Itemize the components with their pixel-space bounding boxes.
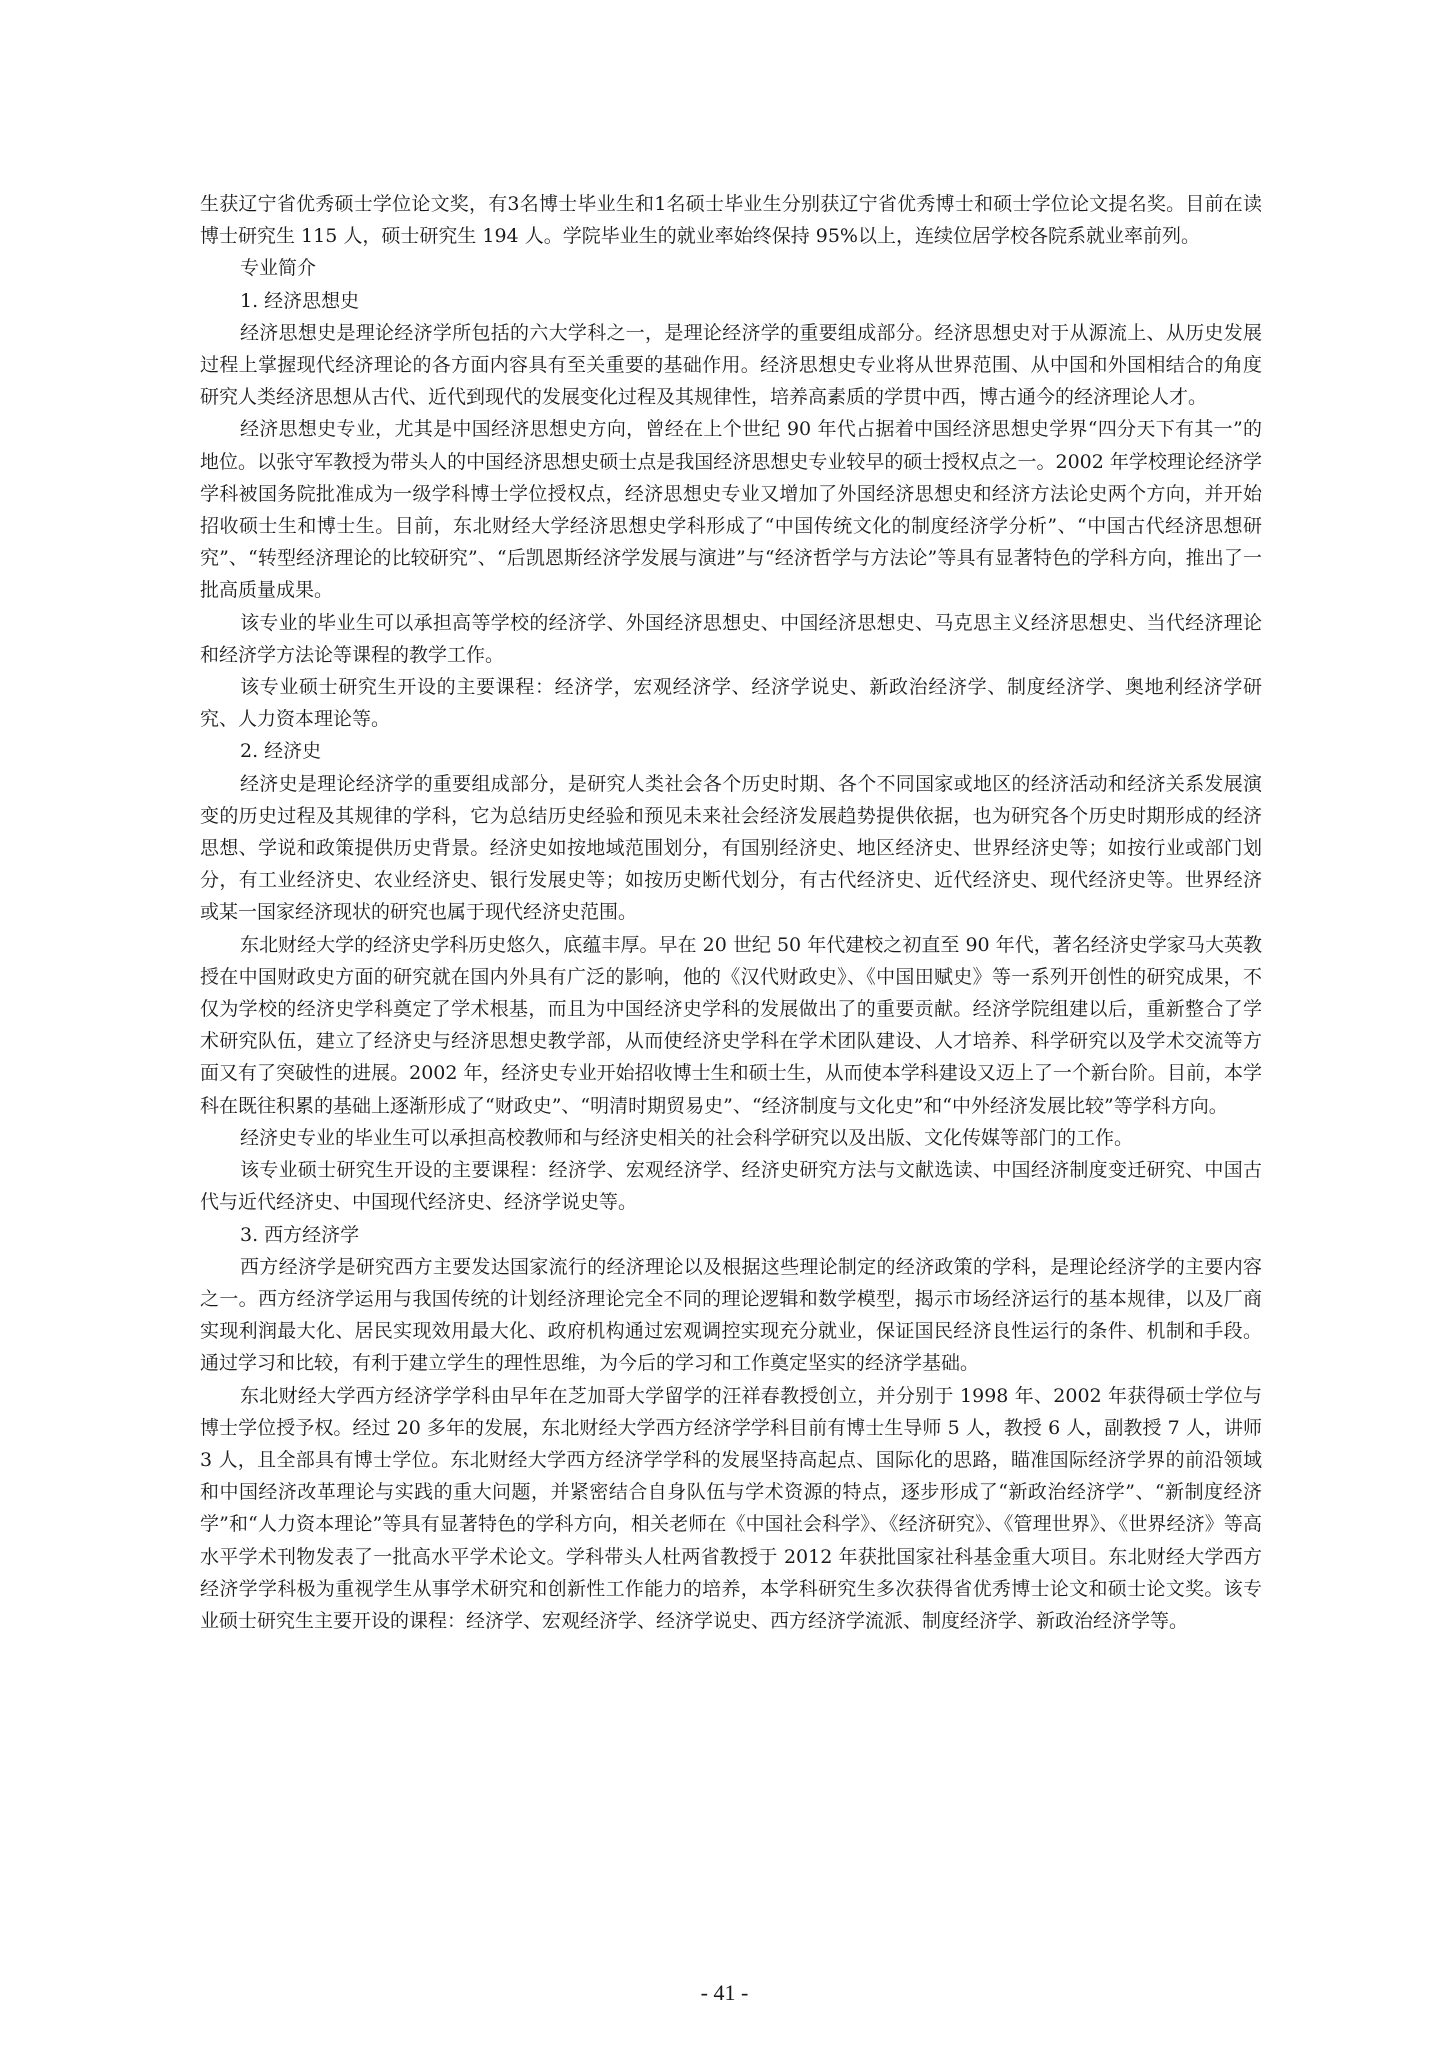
body-paragraph: 经济史专业的毕业生可以承担高校教师和与经济史相关的社会科学研究以及出版、文化传媒等部门的工作。 — [240, 1126, 1134, 1149]
subsection-heading-economic-history: 2. 经济史 — [240, 740, 322, 763]
body-paragraph: 经济思想史是理论经济学所包括的六大学科之一，是理论经济学的重要组成部分。经济思想史对于从源流上、从历史发展过程上掌握现代经济理论的各方面内容具有至关重要的基础作用。经济思想史专业将从世界范围、从中国和外国相结合的角度研究人类经济思想从古代、近代到现代的发展变化过程及其规律性，培养高素质的学贯中西，博古通今的经济理论人才。 — [200, 321, 1262, 409]
continuation-paragraph: 生获辽宁省优秀硕士学位论文奖，有3名博士毕业生和1名硕士毕业生分别获辽宁省优秀博士和硕士学位论文提名奖。目前在读博士研究生 115 人，硕士研究生 194 人。学院毕业生的就业率始终保持 95%以上，连续位居学校各院系就业率前列。 — [200, 193, 1262, 248]
body-paragraph: 该专业硕士研究生开设的主要课程：经济学，宏观经济学、经济学说史、新政治经济学、制度经济学、奥地利经济学研究、人力资本理论等。 — [200, 676, 1262, 731]
body-paragraph: 经济思想史专业，尤其是中国经济思想史方向，曾经在上个世纪 90 年代占据着中国经济思想史学界“四分天下有其一”的地位。以张守军教授为带头人的中国经济思想史硕士点是我国经济思想史专业较早的硕士授权点之一。2002 年学校理论经济学学科被国务院批准成为一级学科博士学位授权点，经济思想史专业又增加了外国经济思想史和经济方法论史两个方向，并开始招收硕士生和博士生。目前，东北财经大学经济思想史学科形成了“中国传统文化的制度经济学分析”、“中国古代经济思想研究”、“转型经济理论的比较研究”、“后凯恩斯经济学发展与演进”与“经济哲学与方法论”等具有显著特色的学科方向，推出了一批高质量成果。 — [200, 418, 1262, 602]
body-paragraph: 东北财经大学西方经济学学科由早年在芝加哥大学留学的汪祥春教授创立，并分别于 1998 年、2002 年获得硕士学位与博士学位授予权。经过 20 多年的发展，东北财经大学西方经济学学科目前有博士生导师 5 人，教授 6 人，副教授 7 人，讲师 3 人，且全部具有博士学位。东北财经大学西方经济学学科的发展坚持高起点、国际化的思路，瞄准国际经济学界的前沿领域和中国经济改革理论与实践的重大问题，并紧密结合自身队伍与学术资源的特点，逐步形成了“新政治经济学”、“新制度经济学”和“人力资本理论”等具有显著特色的学科方向，相关老师在《中国社会科学》、《经济研究》、《管理世界》、《世界经济》等高水平学术刊物发表了一批高水平学术论文。学科带头人杜两省教授于 2012 年获批国家社科基金重大项目。东北财经大学西方经济学学科极为重视学生从事学术研究和创新性工作能力的培养，本学科研究生多次获得省优秀博士论文和硕士论文奖。该专业硕士研究生主要开设的课程：经济学、宏观经济学、经济学说史、西方经济学流派、制度经济学、新政治经济学等。 — [200, 1384, 1262, 1632]
page-number: - 41 - — [700, 1980, 749, 2005]
body-paragraph: 该专业硕士研究生开设的主要课程：经济学、宏观经济学、经济史研究方法与文献选读、中国经济制度变迁研究、中国古代与近代经济史、中国现代经济史、经济学说史等。 — [200, 1159, 1262, 1214]
document-body — [200, 188, 1262, 1637]
body-paragraph: 西方经济学是研究西方主要发达国家流行的经济理论以及根据这些理论制定的经济政策的学科，是理论经济学的主要内容之一。西方经济学运用与我国传统的计划经济理论完全不同的理论逻辑和数学模型，揭示市场经济运行的基本规律，以及厂商实现利润最大化、居民实现效用最大化、政府机构通过宏观调控实现充分就业，保证国民经济良性运行的条件、机制和手段。通过学习和比较，有利于建立学生的理性思维，为今后的学习和工作奠定坚实的经济学基础。 — [200, 1255, 1262, 1375]
section-heading-intro: 专业简介 — [240, 257, 317, 280]
subsection-heading-western-economics: 3. 西方经济学 — [240, 1223, 360, 1246]
body-paragraph: 东北财经大学的经济史学科历史悠久，底蕴丰厚。早在 20 世纪 50 年代建校之初直至 90 年代，著名经济史学家马大英教授在中国财政史方面的研究就在国内外具有广泛的影响，他的《汉代财政史》、《中国田赋史》等一系列开创性的研究成果，不仅为学校的经济史学科奠定了学术根基，而且为中国经济史学科的发展做出了的重要贡献。经济学院组建以后，重新整合了学术研究队伍，建立了经济史与经济思想史教学部，从而使经济史学科在学术团队建设、人才培养、科学研究以及学术交流等方面又有了突破性的进展。2002 年，经济史专业开始招收博士生和硕士生，从而使本学科建设又迈上了一个新台阶。目前，本学科在既往积累的基础上逐渐形成了“财政史”、“明清时期贸易史”、“经济制度与文化史”和“中外经济发展比较”等学科方向。 — [200, 933, 1262, 1117]
body-paragraph: 该专业的毕业生可以承担高等学校的经济学、外国经济思想史、中国经济思想史、马克思主义经济思想史、当代经济理论和经济学方法论等课程的教学工作。 — [200, 611, 1262, 666]
body-paragraph: 经济史是理论经济学的重要组成部分，是研究人类社会各个历史时期、各个不同国家或地区的经济活动和经济关系发展演变的历史过程及其规律的学科，它为总结历史经验和预见未来社会经济发展趋势提供依据，也为研究各个历史时期形成的经济思想、学说和政策提供历史背景。经济史如按地域范围划分，有国别经济史、地区经济史、世界经济史等；如按行业或部门划分，有工业经济史、农业经济史、银行发展史等；如按历史断代划分，有古代经济史、近代经济史、现代经济史等。世界经济或某一国家经济现状的研究也属于现代经济史范围。 — [200, 772, 1262, 924]
subsection-heading-economic-thought: 1. 经济思想史 — [240, 289, 360, 312]
